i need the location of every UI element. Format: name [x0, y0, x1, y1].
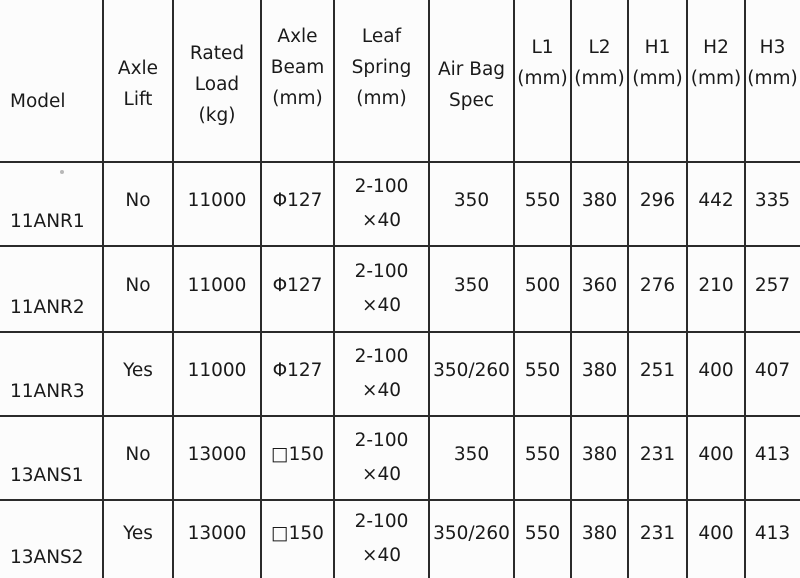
table-row-l1: 550 — [524, 189, 561, 211]
table-row-l1: 500 — [524, 274, 561, 296]
table-row-air-bag: 350 — [453, 274, 490, 296]
table-row-leaf-spring: 2-100 ×40 — [354, 430, 409, 485]
table-row-axle-lift: Yes — [123, 522, 153, 544]
table-row-l2: 380 — [581, 443, 618, 465]
header-h2: H2 (mm) — [690, 37, 742, 89]
table-row-air-bag: 350/260 — [433, 359, 510, 381]
table-row-h1: 296 — [639, 189, 676, 211]
table-row-axle-lift: No — [125, 189, 151, 211]
table-row-l1: 550 — [524, 522, 561, 544]
row-divider — [0, 415, 800, 417]
table-row-l2: 380 — [581, 522, 618, 544]
table-row-l2: 380 — [581, 189, 618, 211]
table-row-h1: 251 — [639, 359, 676, 381]
column-divider — [172, 0, 174, 578]
table-row-axle-beam: □150 — [271, 443, 324, 465]
table-row-h1: 276 — [639, 274, 676, 296]
table-row-rated-load: 13000 — [187, 522, 247, 544]
column-divider — [260, 0, 262, 578]
row-divider — [0, 331, 800, 333]
column-divider — [428, 0, 430, 578]
table-row-leaf-spring: 2-100 ×40 — [354, 261, 409, 316]
column-divider — [102, 0, 104, 578]
column-divider — [513, 0, 515, 578]
table-row-model: 11ANR1 — [10, 211, 85, 232]
table-row-l1: 550 — [524, 359, 561, 381]
table-row-rated-load: 11000 — [187, 189, 247, 211]
table-row-air-bag: 350 — [453, 443, 490, 465]
header-axle-beam: Axle Beam (mm) — [270, 25, 325, 109]
column-divider — [744, 0, 746, 578]
table-row-model: 11ANR3 — [10, 381, 85, 402]
table-row-axle-beam: Φ127 — [272, 274, 323, 296]
header-h1: H1 (mm) — [632, 37, 683, 89]
table-row-axle-lift: No — [125, 274, 151, 296]
table-row-model: 11ANR2 — [10, 297, 85, 318]
header-leaf-spring: Leaf Spring (mm) — [351, 25, 412, 109]
table-row-h2: 400 — [698, 359, 734, 381]
table-row-h3: 257 — [754, 274, 791, 296]
table-row-l2: 360 — [581, 274, 618, 296]
table-row-l1: 550 — [524, 443, 561, 465]
table-row-leaf-spring: 2-100 ×40 — [354, 511, 409, 566]
table-row-axle-lift: Yes — [123, 359, 153, 381]
table-row-model: 13ANS1 — [10, 465, 84, 486]
table-row-h1: 231 — [639, 443, 676, 465]
table-row-air-bag: 350 — [453, 189, 490, 211]
column-divider — [627, 0, 629, 578]
table-row-l2: 380 — [581, 359, 618, 381]
table-row-h3: 407 — [754, 359, 791, 381]
header-axle-lift: Axle Lift — [117, 58, 159, 110]
row-divider — [0, 499, 800, 501]
table-row-h3: 335 — [754, 189, 791, 211]
column-divider — [333, 0, 335, 578]
column-divider — [570, 0, 572, 578]
header-air-bag-spec: Air Bag Spec — [437, 59, 506, 111]
table-row-leaf-spring: 2-100 ×40 — [354, 346, 409, 401]
table-row-h3: 413 — [754, 443, 791, 465]
column-divider — [686, 0, 688, 578]
table-row-axle-beam: □150 — [271, 522, 324, 544]
table-row-h2: 400 — [698, 522, 734, 544]
table-row-leaf-spring: 2-100 ×40 — [354, 176, 409, 231]
table-row-h2: 210 — [698, 274, 734, 296]
table-row-axle-beam: Φ127 — [272, 189, 323, 211]
header-model: Model — [10, 91, 66, 112]
table-row-h2: 442 — [698, 189, 734, 211]
table-row-h1: 231 — [639, 522, 676, 544]
table-row-h3: 413 — [754, 522, 791, 544]
table-row-rated-load: 13000 — [187, 443, 247, 465]
header-rated-load: Rated Load (kg) — [189, 42, 245, 126]
table-row-rated-load: 11000 — [187, 359, 247, 381]
header-l2: L2 (mm) — [574, 37, 625, 89]
header-l1: L1 (mm) — [517, 37, 568, 89]
table-row-air-bag: 350/260 — [433, 522, 510, 544]
table-row-model: 13ANS2 — [10, 547, 84, 568]
row-divider — [0, 245, 800, 247]
table-row-rated-load: 11000 — [187, 274, 247, 296]
table-row-axle-lift: No — [125, 443, 151, 465]
header-h3: H3 (mm) — [747, 37, 798, 89]
table-row-h2: 400 — [698, 443, 734, 465]
row-divider — [0, 161, 800, 163]
table-row-axle-beam: Φ127 — [272, 359, 323, 381]
